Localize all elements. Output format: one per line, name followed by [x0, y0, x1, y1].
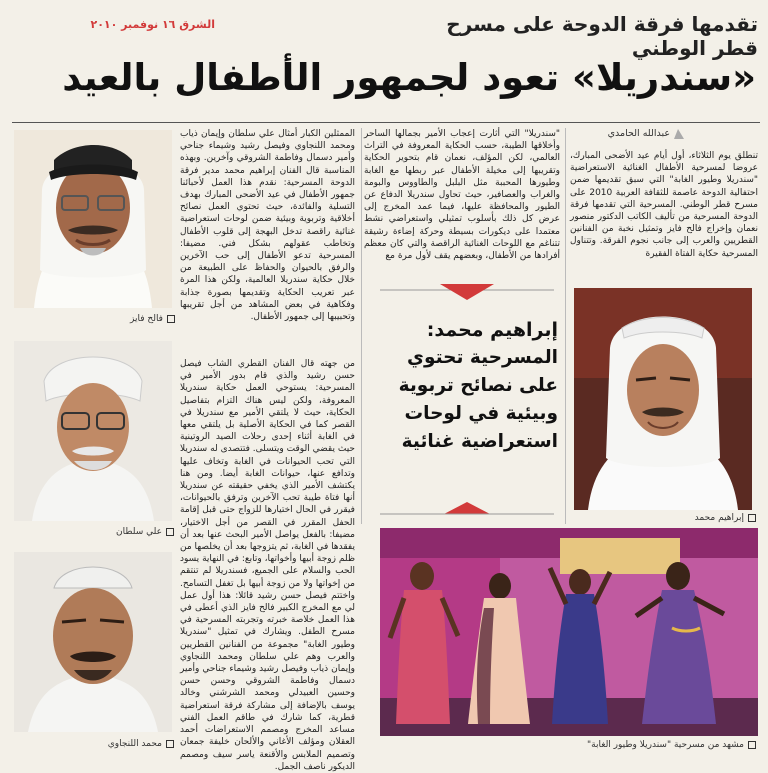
photo-faleh-fayez — [14, 130, 172, 308]
caption-text: فالح فايز — [130, 314, 163, 324]
headline: «سندريلا» تعود لجمهور الأطفال بالعيد — [62, 56, 756, 99]
caption-faleh-fayez — [120, 314, 175, 324]
body-column-2 — [180, 358, 355, 772]
caption-marker — [167, 315, 175, 323]
pull-quote-line: المسرحية تحتوي — [407, 347, 558, 368]
header-rule — [12, 122, 760, 123]
pull-quote — [380, 316, 558, 456]
photo-stage-scene — [380, 528, 758, 736]
red-arrow-divider-bottom — [380, 500, 554, 518]
caption-text: محمد اللنجاوي — [107, 739, 162, 749]
pull-quote-line: على نصائح تربوية — [398, 375, 558, 396]
pull-quote-line: استعراضية غنائية — [401, 431, 558, 452]
caption-marker — [166, 528, 174, 536]
caption-marker — [748, 514, 756, 522]
caption-stage-scene — [496, 740, 756, 750]
caption-marker — [166, 740, 174, 748]
byline-text: عبدالله الحامدي — [607, 128, 670, 139]
body-column-middle — [364, 128, 560, 280]
photo-ibrahim-mohammed — [574, 288, 752, 510]
publication-date: الشرق ١٦ نوفمبر ٢٠١٠ — [90, 18, 215, 31]
caption-marker — [748, 741, 756, 749]
column-rule — [361, 128, 362, 524]
body-paragraph: من جهته قال الفنان القطري الشاب فيصل حسن رشيد والذي قام بدور الأمير في المسرحية: يستوحي العمل حكاية سندريلا المعروفة، ولكن ليس هناك التزام بتفاصيل الحكاية، حيث لا يلتقي الأمير مع سندريلا في القصر كما في الحكاية الأصلية بل يلتقي معها في الغابة أثناء إحدى رحلات الصيد الروتينية حيث يقضي الوقت ويتسلى. فتتصدى له سندريلا التي تحب الحيوانات في الغابة وتخاف عليها وتدافع عنها، حيوانات الغابة أيضا. ومن هنا يكتشف الأمير الذي يخفي حقيقته عن سندريلا أنها فتاة طيبة تحب الآخرين وترفق بالحيوانات، فيقرر في الحال اختيارها للزواج حتى قبل إقامة الحفل المقرر في القصر من أجل الاختيار، مضيفا: بالفعل يواصل الأمير البحث عنها بعد أن يفقدها في الغابة، ثم يتزوجها بعد أن يخلصها من ظلم زوجة أبيها وأخواتها، وتابع: في النهاية يسود الحب والسلام على الجميع، فسندريلا لم تنتقم من إخواتها ولا من زوجة أبيها بل تغفل التسامح. واختتم فيصل حسن رشيد قائلا: هذا أول عمل لي مع المخرج الكبير فالح فايز الذي أعطى في هذا العمل خلاصة خبرته وتجربته المسرحية في مسرح الطفل. ويشارك في تمثيل "سندريلا وطيور الغابة" مجموعة من الفنانين القطريين والعرب وهم علي سلطان ومحمد اللنجاوي وإيمان ذياب وفيصل رشيد وشيماء جناحي وأمير دسمال وفاطمة الشروقي وحسن حسن وحسين العبيدلي ومحمد الشرشني وخالد يوسف بالإضافة إلى مشاركة فرقة استعراضية قطرية، كما شارك في طاقم العمل الفني مساعد المخرج ومصمم الاستعراضات أحمد العقلان ومؤلف الأغاني والألحان خليفة جمعان وتصميم الملابس والأقنعة ياسر سيف ومصمم الديكور ناصف الجمل. — [180, 359, 355, 772]
photo-mohammed-allanjawi — [14, 552, 172, 732]
caption-text: علي سلطان — [116, 527, 162, 537]
lead-paragraph — [570, 150, 758, 286]
caption-mohammed-allanjawi — [98, 739, 174, 749]
pull-quote-name: إبراهيم محمد: — [426, 319, 558, 341]
byline — [564, 128, 684, 139]
caption-ali-sultan — [112, 527, 174, 537]
caption-text: إبراهيم محمد — [694, 513, 744, 523]
body-column-1 — [180, 128, 355, 358]
kicker-heading: تقدمها فرقة الدوحة على مسرح قطر الوطني — [446, 12, 758, 60]
body-paragraph: الممثلين الكبار أمثال علي سلطان وإيمان ذياب ومحمد اللنجاوي وفيصل رشيد وشيماء جناحي وأمير دسمال وفاطمة الشروقي وآخرين. وبهذه المناسبة قال الفنان إبراهيم محمد مدير فرقة الدوحة المسرحية: نقدم هذا العمل لأحبائنا جمهور الأطفال في عيد الأضحى المبارك بهدف التسلية والفائدة، حيث تحتوي العمل نصائح أخلاقية وتربوية وبيئية ضمن لوحات استعراضية غنائية راقصة تدخل البهجة إلى قلوب الأطفال وتخاطب عقولهم بشكل فني. مضيفا: المسرحية تدعو الأطفال إلى حب الآخرين والرفق بالحيوان والحفاظ على الطبيعة من خلال حكاية سندريلا العالمية، ولكن هذا المرة عبر تعريب الحكاية وتقديمها بصورة جذابة وفكاهية في بعض المشاهد من أجل تقريبها وتحبيبها إلى جمهور الأطفال. — [180, 129, 355, 323]
pen-icon — [674, 129, 684, 139]
caption-text: مشهد من مسرحية "سندريلا وطيور الغابة" — [587, 740, 744, 750]
body-paragraph: تنطلق يوم الثلاثاء، أول أيام عيد الأضحى المبارك، عروضا لمسرحية الأطفال الغنائية الاستعراضية "سندريلا وطيور الغابة" التي سبق تقديمها ضمن احتفالية الدوحة عاصمة للثقافة العربية 2010 على مسرح قطر الوطني. المسرحية التي تقدمها فرقة الدوحة المسرحية من تأليف الكاتب الدكتور منصور نعمان وإخراج فالح فايز وتمثيل نخبة من الفنانين القطريين والعرب إلى جانب نجوم الفرقة. وتتناول المسرحية حكاية الفتاة الفقيرة — [570, 151, 758, 259]
caption-ibrahim-mohammed — [636, 513, 756, 523]
column-rule — [565, 128, 566, 524]
body-paragraph: "سندريلا" التي أثارت إعجاب الأمير بجمالها الساحر وأخلاقها الطيبة، حسب الحكاية المعروفة في التراث العالمي، لكن المؤلف، نعمان قام بتحوير الحكاية وتقريبها إلى مخيلة الأطفال عبر ربطها مع الغابة وطيورها المحببة مثل البلبل والطاووس والبومة والغراب والعصافير، حيث تحاول سندريلا الدفاع عن الطيور والمحافظة عليها، فيما عمد المخرج إلى عرض كل ذلك بأسلوب تمثيلي واستعراضي نشط معتمدا على ديكورات بسيطة وحركة إضاءة رشيقة تتناغم مع اللوحات الغنائية الراقصة والتي كان معظم أفرادها من الأطفال، وبعضهم يقف لأول مرة مع — [364, 129, 560, 262]
photo-ali-sultan — [14, 341, 172, 521]
pull-quote-line: وبيئية في لوحات — [404, 403, 558, 424]
red-arrow-divider — [380, 282, 554, 302]
